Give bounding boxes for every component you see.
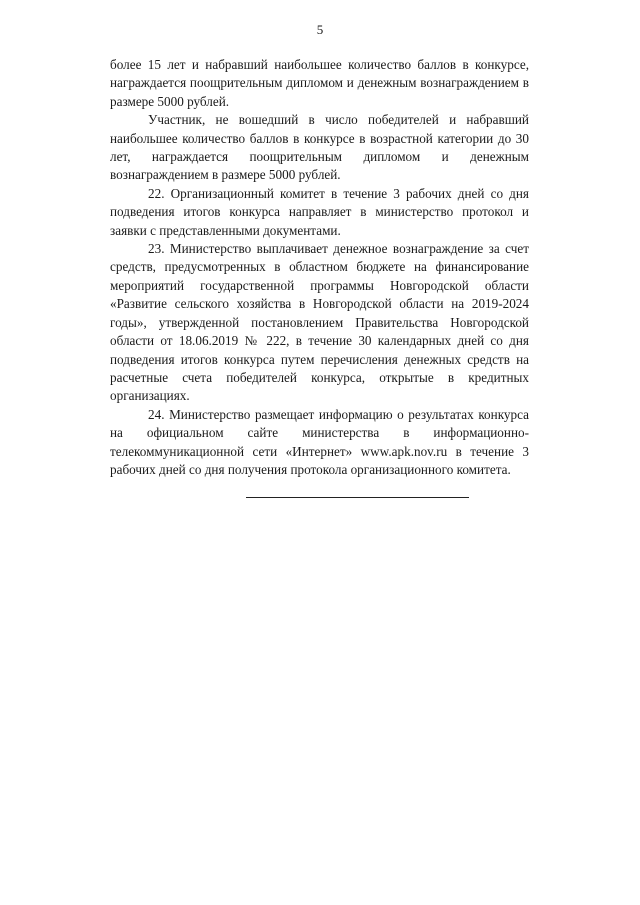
document-body: [110, 56, 529, 479]
paragraph-23: 23. Министерство выплачивает денежное вознаграждение за счет средств, предусмотренных в областном бюджете на финансирование мероприятий государственной программы Новгородской области «Развитие сельского хозяйства в Новгородской области на 2019-2024 годы», утвержденной постановлением Правительства Новгородской области от 18.06.2019 № 222, в течение 30 календарных дней со дня подведения итогов конкурса путем перечисления денежных средств на расчетные счета победителей конкурса, открытые в кредитных организациях.: [110, 241, 529, 404]
paragraph-22: 22. Организационный комитет в течение 3 рабочих дней со дня подведения итогов конкурса направляет в министерство протокол и заявки с представленными документами.: [110, 185, 529, 238]
closing-divider: [246, 497, 469, 498]
paragraph-continuation: более 15 лет и набравший наибольшее количество баллов в конкурсе, награждается поощрительным дипломом и денежным вознаграждением в размере 5000 рублей.: [110, 57, 529, 109]
paragraph-24: 24. Министерство размещает информацию о результатах конкурса на официальном сайте министерства в информационно-телекоммуникационной сети «Интернет» www.apk.nov.ru в течение 3 рабочих дней со дня получения протокола организационного комитета.: [110, 406, 529, 477]
page-number: 5: [316, 22, 324, 37]
paragraph-young-participant: Участник, не вошедший в число победителей и набравший наибольшее количество баллов в конкурсе в возрастной категории до 30 лет, награждается поощрительным дипломом и денежным вознаграждением в размере 5000 рублей.: [110, 112, 529, 183]
